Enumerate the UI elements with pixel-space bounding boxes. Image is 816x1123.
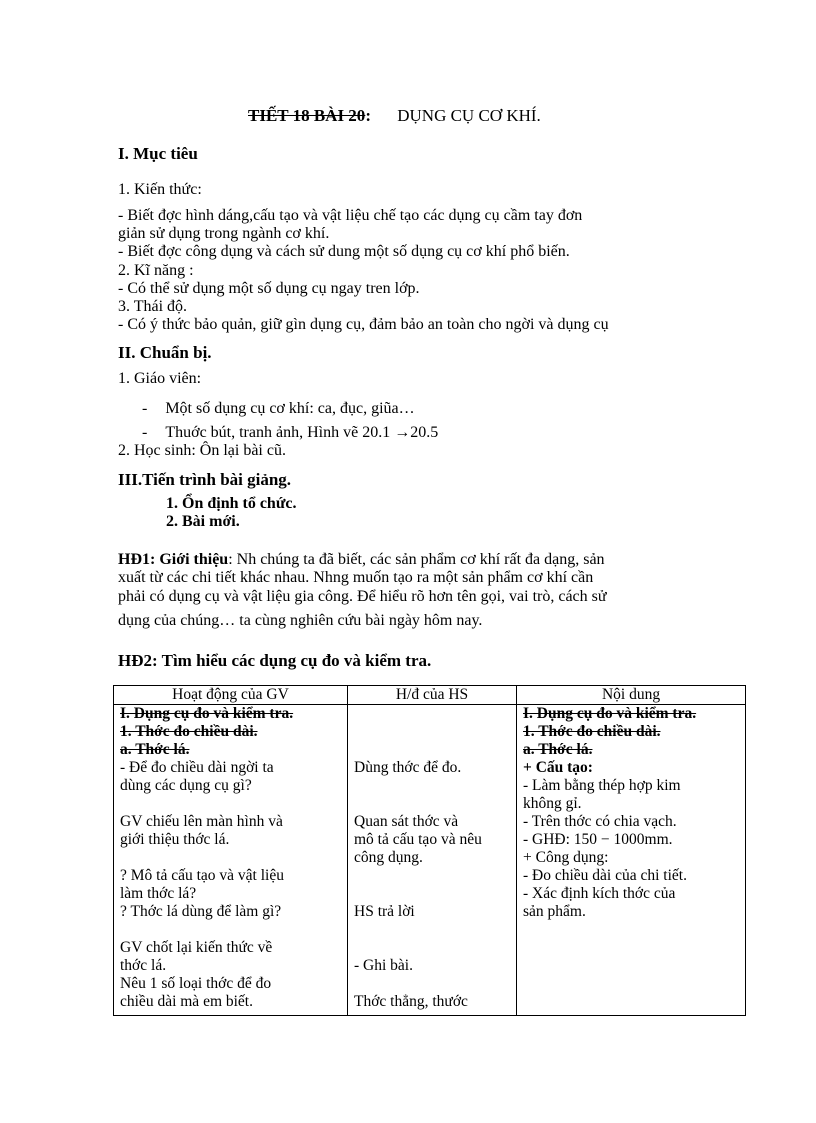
cell-text-line	[354, 741, 510, 759]
cell-text-line: - Xác định kích thớc của	[523, 885, 676, 902]
knowledge-line: giản sử dụng trong ngành cơ khí.	[118, 225, 330, 242]
teacher-item: - Một số dụng cụ cơ khí: ca, đục, giũa…	[142, 400, 415, 417]
cell-text-line	[120, 795, 341, 813]
student-activity-cell	[348, 705, 517, 1016]
cell-text-line	[354, 705, 510, 723]
hd1-line: phải có dụng cụ và vật liệu gia công. Để hiểu rõ hơn tên gọi, vai trò, cách sử	[118, 588, 607, 605]
cell-text-line	[354, 795, 510, 813]
cell-text-line: - Trên thớc có chia vạch.	[523, 813, 677, 830]
section-procedure-heading: III.Tiến trình bài giảng.	[118, 470, 292, 489]
hd1-paragraph	[118, 552, 605, 568]
procedure-step: 1. Ổn định tổ chức.	[166, 495, 297, 512]
cell-text-line	[354, 921, 510, 939]
cell-text-line: Nêu 1 số loại thớc để đo	[120, 975, 272, 992]
cell-text-line: ? Thớc lá dùng để làm gì?	[120, 903, 282, 920]
skills-heading: 2. Kĩ năng :	[118, 262, 194, 279]
hd2-heading: HĐ2: Tìm hiểu các dụng cụ đo và kiểm tra.	[118, 651, 432, 670]
title-main: DỤNG CỤ CƠ KHÍ.	[397, 106, 541, 125]
skills-line: - Có thể sử dụng một số dụng cụ ngay tren lớp.	[118, 280, 420, 297]
cell-text-line: công dụng.	[354, 849, 423, 866]
cell-text-line	[354, 867, 510, 885]
cell-text-line	[354, 885, 510, 903]
cell-text-line	[354, 975, 510, 993]
cell-text-line: HS trả lời	[354, 903, 415, 920]
cell-text-line: - GHĐ: 150 − 1000mm.	[523, 831, 673, 848]
table-row	[114, 705, 746, 1016]
cell-text-line: - Để đo chiều dài ngời ta	[120, 759, 274, 776]
knowledge-heading: 1. Kiến thức:	[118, 181, 202, 198]
content-cell	[517, 705, 746, 1016]
section-objectives-heading: I. Mục tiêu	[118, 144, 198, 163]
cell-text-line	[354, 939, 510, 957]
procedure-step: 2. Bài mới.	[166, 513, 240, 530]
teacher-heading: 1. Giáo viên:	[118, 370, 202, 387]
cell-text-line: dùng các dụng cụ gì?	[120, 777, 252, 794]
cell-text-line: a. Thớc lá.	[523, 741, 593, 758]
cell-text-line: Quan sát thớc và	[354, 813, 459, 830]
cell-text-line: giới thiệu thớc lá.	[120, 831, 230, 848]
cell-text-line: GV chốt lại kiến thức về	[120, 939, 273, 956]
cell-text-line: - Làm bằng thép hợp kim	[523, 777, 681, 794]
teacher-item: - Thuớc bút, tranh ảnh, Hình vẽ 20.1 →20.5	[142, 424, 439, 441]
cell-text-line: + Công dụng:	[523, 849, 609, 866]
table-header-row	[114, 686, 746, 705]
cell-text-line: làm thớc lá?	[120, 885, 197, 902]
cell-text-line: mô tả cấu tạo và nêu	[354, 831, 482, 848]
cell-text-line	[120, 921, 341, 939]
cell-text-line: 1. Thớc đo chiều dài.	[523, 723, 661, 740]
cell-text-line	[354, 723, 510, 741]
table-header-cell: Hoạt động của GV	[114, 686, 348, 705]
knowledge-line: - Biết đợc công dụng và cách sử dung một số dụng cụ cơ khí phổ biến.	[118, 243, 570, 260]
cell-text-line: GV chiếu lên màn hình và	[120, 813, 283, 830]
cell-text-line: không gỉ.	[523, 795, 582, 812]
knowledge-line: - Biết đợc hình dáng,cấu tạo và vật liệu chế tạo các dụng cụ cầm tay đơn	[118, 207, 583, 224]
cell-text-line: I. Dụng cụ đo và kiểm tra.	[523, 705, 697, 722]
cell-text-line	[354, 777, 510, 795]
table-header-cell: H/đ của HS	[348, 686, 517, 705]
table-header-cell: Nội dung	[517, 686, 746, 705]
cell-text-line: I. Dụng cụ đo và kiểm tra.	[120, 705, 294, 722]
cell-text-line: ? Mô tả cấu tạo và vật liệu	[120, 867, 284, 884]
cell-text-line	[120, 849, 341, 867]
cell-text-line: + Cấu tạo:	[523, 759, 593, 776]
cell-text-line: thớc lá.	[120, 957, 167, 974]
cell-text-line: Dùng thớc để đo.	[354, 759, 462, 776]
cell-text-line: chiều dài mà em biết.	[120, 993, 253, 1010]
cell-text-line: a. Thớc lá.	[120, 741, 190, 758]
activity-table	[113, 685, 746, 1016]
student-line: 2. Học sinh: Ôn lại bài cũ.	[118, 442, 286, 459]
title-lesson-number: TIẾT 18 BÀI 20	[248, 106, 366, 125]
cell-text-line: - Ghi bài.	[354, 957, 413, 974]
attitude-line: - Có ý thức bảo quản, giữ gìn dụng cụ, đảm bảo an toàn cho ngời và dụng cụ	[118, 316, 609, 333]
hd1-label: HĐ1: Giới thiệu	[118, 551, 229, 568]
cell-text-line: 1. Thớc đo chiều dài.	[120, 723, 258, 740]
hd1-line: : Nh chúng ta đã biết, các sản phẩm cơ khí rất đa dạng, sản	[228, 551, 605, 568]
hd1-line: xuất từ các chi tiết khác nhau. Nhng muốn tạo ra một sản phẩm cơ khí cần	[118, 569, 594, 586]
cell-text-line: - Đo chiều dài của chi tiết.	[523, 867, 687, 884]
cell-text-line: sản phẩm.	[523, 903, 586, 920]
teacher-activity-cell	[114, 705, 348, 1016]
page-title	[248, 107, 541, 124]
section-preparation-heading: II. Chuẩn bị.	[118, 343, 212, 362]
hd1-line: dụng của chúng… ta cùng nghiên cứu bài ngày hôm nay.	[118, 612, 483, 629]
title-colon: :	[365, 106, 371, 125]
cell-text-line: Thớc thẳng, thước	[354, 993, 468, 1010]
attitude-heading: 3. Thái độ.	[118, 298, 188, 315]
